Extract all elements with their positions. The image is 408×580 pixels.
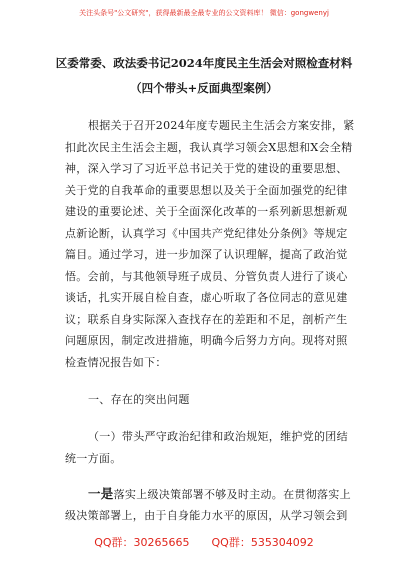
document-subtitle: （四个带头+反面典型案例）: [130, 81, 278, 95]
point-1-text: 落实上级决策部署不够及时主动。在贯彻落实上: [113, 488, 351, 501]
paragraph-line: 议；联系自身实际深入查找存在的差距和不足，剖析产生: [65, 312, 348, 326]
paragraph-line: 悟。会前，与其他领导班子成员、分管负责人进行了谈心: [65, 269, 348, 283]
paragraph-line: 点新论断，认真学习《中国共产党纪律处分条例》等规定: [65, 226, 348, 240]
point-1-line-1: [88, 484, 351, 502]
paragraph-line: 建设的重要论述、关于全面深化改革的一系列新思想新观: [65, 205, 348, 218]
footer-qq-group-2: QQ群：535304092: [211, 536, 314, 549]
point-1-line-2: 级决策部署上，由于自身能力水平的原因，从学习领会到: [65, 509, 348, 522]
paragraph-line: 问题原因，制定改进措施，明确今后努力方向。现将对照: [65, 334, 348, 347]
paragraph-line: 根据关于召开2024年度专题民主生活会方案安排，紧: [88, 119, 355, 132]
header-notice: 关注头条号"公文研究"，获得最新最全最专业的公文资料库！ 微信：gongwenyj: [79, 9, 329, 17]
paragraph-line: 关于党的自我革命的重要思想以及关于全面加强党的纪律: [65, 183, 348, 197]
section-heading: 一、存在的突出问题: [88, 393, 190, 406]
paragraph-line: 检查情况报告如下：: [65, 355, 167, 369]
document-title: 区委常委、政法委书记2024年度民主生活会对照检查材料: [55, 56, 353, 70]
subsection-heading-line-2: 统一方面。: [65, 452, 122, 465]
point-1-lead: 一是: [88, 486, 114, 501]
footer-qq-group-1: QQ群：30265665: [94, 536, 190, 549]
subsection-heading-line-1: （一）带头严守政治纪律和政治规矩，维护党的团结: [88, 430, 348, 443]
paragraph-line: 谈话，扎实开展自检自查，虚心听取了各位同志的意见建: [65, 291, 348, 304]
footer-contacts: [0, 534, 408, 550]
paragraph-line: 神，深入学习了习近平总书记关于党的建设的重要思想、: [65, 162, 348, 175]
paragraph-line: 篇目。通过学习，进一步加深了认识理解，提高了政治觉: [65, 248, 348, 261]
paragraph-line: 扣此次民主生活会主题，我认真学习领会X思想和X会全精: [65, 140, 353, 154]
